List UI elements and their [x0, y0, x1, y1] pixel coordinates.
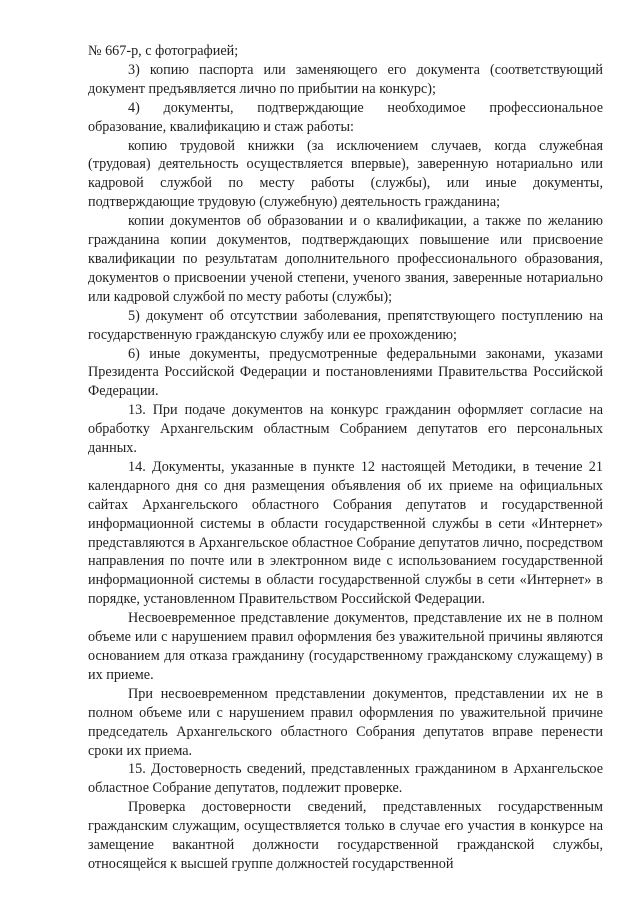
- paragraph-section-14: 14. Документы, указанные в пункте 12 настоящей Методики, в течение 21 календарного дня со дня размещения объявления об их приеме на официальных сайтах Архангельского областного Собрания депутатов и государственной информационной системы в области государственной службы в сети «Интернет» представляются в Архангельское областное Собрание депутатов лично, посредством направления по почте или в электронном виде с использованием государственной информационной системы в области государственной службы в сети «Интернет» в порядке, установленном Правительством Российской Федерации.: [88, 458, 603, 608]
- paragraph-late-submission: Несвоевременное представление документов, представление их не в полном объеме или с нарушением правил оформления без уважительной причины являются основанием для отказа гражданину (государственному гражданскому служащему) в их приеме.: [88, 610, 603, 683]
- paragraph-section-15: 15. Достоверность сведений, представленных гражданином в Архангельское областное Собрание депутатов, подлежит проверке.: [88, 761, 603, 797]
- paragraph-deadline-extension: При несвоевременном представлении документов, представлении их не в полном объеме или с нарушением правил оформления по уважительной причине председатель Архангельского областного Собрания депутатов вправе перенести сроки их приема.: [88, 685, 603, 759]
- paragraph-work-record-copy: копию трудовой книжки (за исключением случаев, когда служебная (трудовая) деятельность осуществляется впервые), заверенную нотариально или кадровой службой по месту работы (службы), или иные документы, подтверждающие трудовую (служебную) деятельность гражданина;: [88, 137, 603, 211]
- paragraph-verification: Проверка достоверности сведений, представленных государственным гражданским служащим, осуществляется только в случае его участия в конкурсе на замещение вакантной должности государственной гражданской службы, относящейся к высшей группе должностей государственной: [88, 799, 603, 872]
- paragraph-order-reference: № 667-р, с фотографией;: [88, 43, 239, 59]
- paragraph-item-4-education: 4) документы, подтверждающие необходимое профессиональное образование, квалификацию и стаж работы:: [88, 99, 603, 135]
- paragraph-item-3-passport: 3) копию паспорта или заменяющего его документа (соответствующий документ предъявляется лично по прибытии на конкурс);: [88, 61, 603, 97]
- paragraph-section-13: 13. При подаче документов на конкурс гражданин оформляет согласие на обработку Архангельским областным Собранием депутатов его персональных данных.: [88, 402, 603, 457]
- paragraph-education-documents: копии документов об образовании и о квалификации, а также по желанию гражданина копии документов, подтверждающих повышение или присвоение квалификации по результатам дополнительного профессионального образования, документов о присвоении ученой степени, ученого звания, заверенные нотариально или кадровой службой по месту работы (службы);: [88, 213, 603, 305]
- paragraph-item-5-health: 5) документ об отсутствии заболевания, препятствующего поступлению на государственную гражданскую службу или ее прохождению;: [88, 307, 603, 343]
- paragraph-item-6-other-documents: 6) иные документы, предусмотренные федеральными законами, указами Президента Российской Федерации и постановлениями Правительства Российской Федерации.: [88, 345, 603, 400]
- document-body: [88, 42, 603, 874]
